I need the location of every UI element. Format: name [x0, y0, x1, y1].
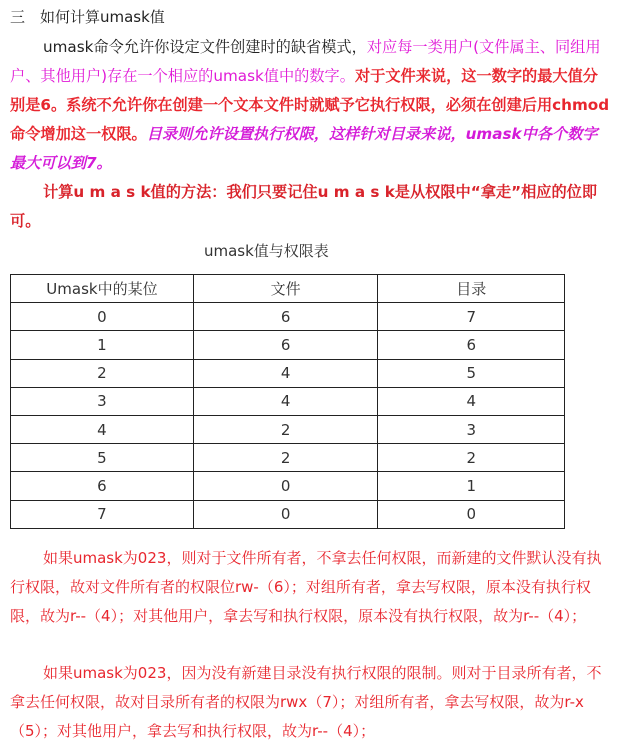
cell-umask: 7	[11, 500, 194, 528]
cell-directory: 5	[378, 359, 565, 387]
cell-umask: 1	[11, 331, 194, 359]
table-row	[11, 444, 565, 472]
table-row	[11, 303, 565, 331]
intro-segment-1: umask命令允许你设定文件创建时的缺省模式，	[43, 38, 367, 56]
table-row	[11, 387, 565, 415]
cell-file: 0	[193, 500, 378, 528]
header-directory: 目录	[378, 275, 565, 303]
directory-example-text: 如果umask为023，因为没有新建目录没有执行权限的限制。则对于目录所有者，不拿去任何权限，故对目录所有者的权限为rwx（7）；对组所有者，拿去写权限，故为r-x（5）；对其他用户，拿去写和执行权限，故为r--（4）；	[10, 664, 602, 740]
table-row	[11, 359, 565, 387]
table-row	[11, 500, 565, 528]
cell-file: 4	[193, 359, 378, 387]
cell-directory: 4	[378, 387, 565, 415]
header-file: 文件	[193, 275, 378, 303]
table-row	[11, 415, 565, 443]
cell-file: 2	[193, 444, 378, 472]
cell-umask: 3	[11, 387, 194, 415]
intro-segment-4: 目录则允许设置执行权限，这样针对目录来说，umask中各个数字最大可以到7。	[10, 125, 598, 172]
intro-segment-2: 对应每一类用户(文件属主、同组用户、其他用户)存在一个相应的umask值中的数字。	[10, 38, 601, 85]
table-row	[11, 472, 565, 500]
cell-file: 4	[193, 387, 378, 415]
intro-paragraph	[10, 33, 610, 178]
cell-directory: 6	[378, 331, 565, 359]
cell-file: 6	[193, 303, 378, 331]
cell-directory: 7	[378, 303, 565, 331]
intro-segment-3: 对于文件来说，这一数字的最大值分别是6。系统不允许你在创建一个文本文件时就赋予它执行权限，必须在创建后用chmod命令增加这一权限。	[10, 67, 610, 143]
file-example-paragraph	[10, 544, 610, 631]
cell-file: 0	[193, 472, 378, 500]
file-example-text: 如果umask为023，则对于文件所有者，不拿去任何权限，而新建的文件默认没有执行权限，故对文件所有者的权限位rw-（6）；对组所有者，拿去写权限，原本没有执行权限，故为r--（4）；对其他用户，拿去写和执行权限，原本没有执行权限，故为r--（4）；	[10, 549, 602, 625]
method-text: 计算u m a s k值的方法：我们只要记住u m a s k是从权限中“拿走”相应的位即可。	[10, 183, 598, 230]
section-heading	[10, 6, 165, 28]
cell-directory: 0	[378, 500, 565, 528]
cell-directory: 3	[378, 415, 565, 443]
cell-umask: 2	[11, 359, 194, 387]
table-header-row	[11, 275, 565, 303]
cell-umask: 0	[11, 303, 194, 331]
cell-file: 2	[193, 415, 378, 443]
cell-umask: 4	[11, 415, 194, 443]
section-number: 三	[10, 8, 26, 26]
cell-directory: 2	[378, 444, 565, 472]
table-row	[11, 331, 565, 359]
cell-umask: 6	[11, 472, 194, 500]
directory-example-paragraph	[10, 659, 610, 746]
header-umask-digit: Umask中的某位	[11, 275, 194, 303]
table-caption: umask值与权限表	[204, 242, 329, 260]
cell-directory: 1	[378, 472, 565, 500]
umask-table	[10, 274, 565, 529]
cell-umask: 5	[11, 444, 194, 472]
method-paragraph	[10, 178, 610, 236]
cell-file: 6	[193, 331, 378, 359]
section-title: 如何计算umask值	[40, 8, 165, 26]
